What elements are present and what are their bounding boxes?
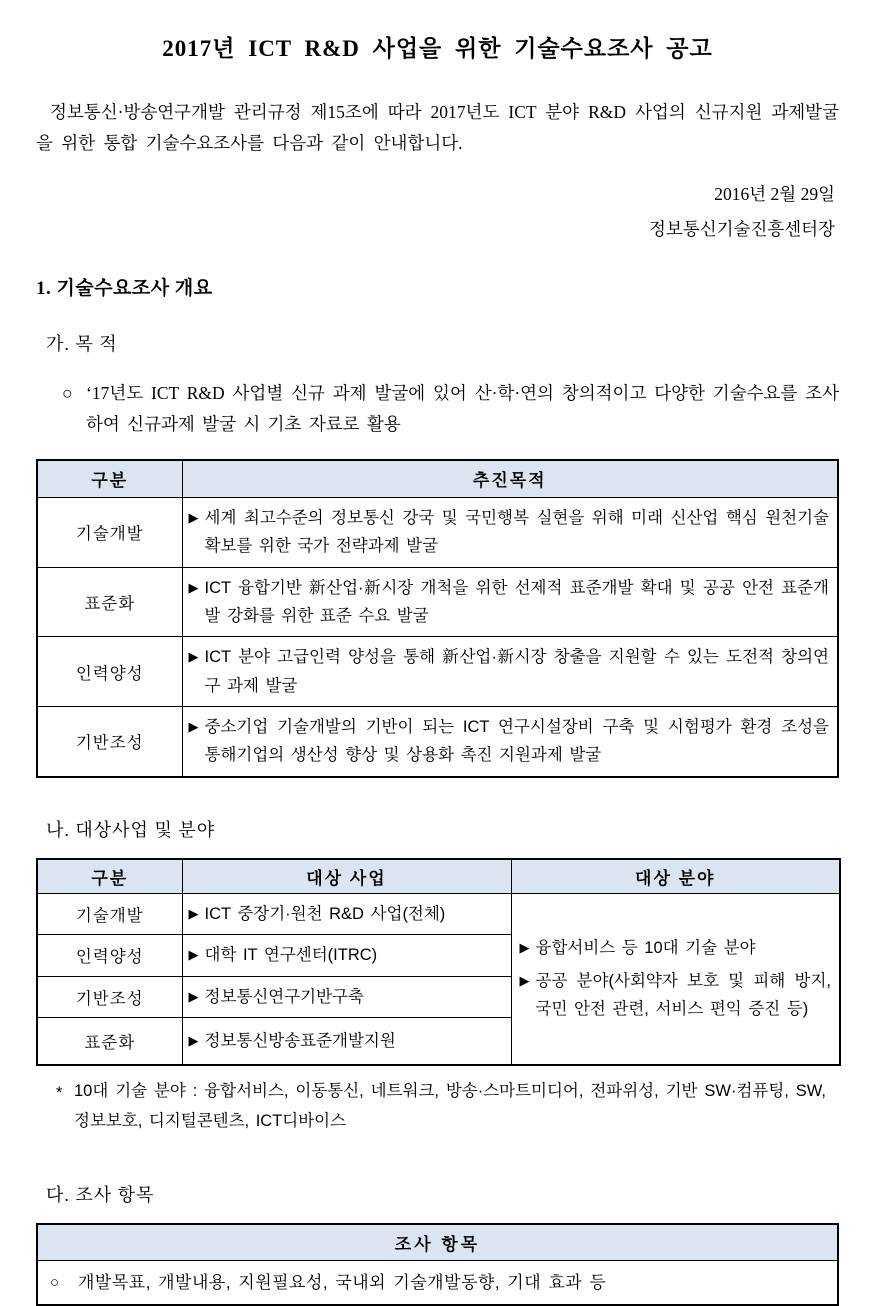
col-header-purpose: 추진목적 xyxy=(182,460,838,498)
survey-items-cell xyxy=(37,1260,838,1305)
purpose-text: 중소기업 기술개발의 기반이 되는 ICT 연구시설장비 구축 및 시험평가 환경 조성을 통해기업의 생산성 향상 및 상용화 촉진 지원과제 발굴 xyxy=(204,718,829,765)
arrow-bullet-icon: ▶ xyxy=(188,905,199,921)
col-header-business: 대상 사업 xyxy=(182,859,511,894)
field-merged-cell xyxy=(511,893,840,1065)
survey-items-text: 개발목표, 개발내용, 지원필요성, 국내외 기술개발동향, 기대 효과 등 xyxy=(78,1272,607,1292)
business-text: ICT 중장기·원천 R&D 사업(전체) xyxy=(204,904,446,923)
col-header-category: 구분 xyxy=(37,859,182,894)
subsection-b-heading: 나. 대상사업 및 분야 xyxy=(46,819,216,840)
intro-paragraph: 정보통신·방송연구개발 관리규정 제15조에 따라 2017년도 ICT 분야 R&D 사업의 신규지원 과제발굴을 위한 통합 기술수요조사를 다음과 같이 안내합니다. xyxy=(36,102,839,154)
col-header-category: 구분 xyxy=(37,460,182,498)
section-1-heading: 1. 기술수요조사 개요 xyxy=(36,277,213,299)
business-text: 정보통신연구기반구축 xyxy=(204,987,364,1006)
subsection-c-heading: 다. 조사 항목 xyxy=(46,1184,155,1205)
col-header-field: 대상 분야 xyxy=(511,859,840,894)
table-header-row xyxy=(37,460,838,498)
purpose-text: 세계 최고수준의 정보통신 강국 및 국민행복 실현을 위해 미래 신산업 핵심 원천기술 확보를 위한 국가 전략과제 발굴 xyxy=(204,508,829,556)
table-row xyxy=(37,637,838,707)
subsection-a-heading: 가. 목 적 xyxy=(46,333,118,354)
business-cell xyxy=(182,893,511,934)
category-cell: 표준화 xyxy=(37,1017,182,1065)
footnote-ten-tech-fields xyxy=(56,1076,826,1137)
purpose-cell xyxy=(182,637,838,707)
category-cell: 기술개발 xyxy=(37,893,182,934)
category-cell: 기술개발 xyxy=(37,497,182,567)
business-text: 대학 IT 연구센터(ITRC) xyxy=(204,946,378,965)
table-row xyxy=(37,497,838,567)
date-signature-block xyxy=(36,177,839,247)
business-cell xyxy=(182,935,511,976)
purpose-bullet xyxy=(62,378,839,441)
target-business-table xyxy=(36,858,841,1066)
table-header-row xyxy=(37,859,840,894)
table-row xyxy=(37,567,838,637)
signer-title: 정보통신기술진흥센터장 xyxy=(649,218,835,239)
purpose-cell xyxy=(182,567,838,637)
category-cell: 기반조성 xyxy=(37,976,182,1017)
purpose-bullet-text: ‘17년도 ICT R&D 사업별 신규 과제 발굴에 있어 산·학·연의 창의적이고 다양한 기술수요를 조사하여 신규과제 발굴 시 기초 자료로 활용 xyxy=(86,382,839,435)
arrow-bullet-icon: ▶ xyxy=(519,940,530,956)
purpose-text: ICT 분야 고급인력 양성을 통해 新산업·新시장 창출을 지원할 수 있는 도전적 창의연구 과제 발굴 xyxy=(204,648,829,695)
arrow-bullet-icon: ▶ xyxy=(188,1032,199,1048)
purpose-text: ICT 융합기반 新산업·新시장 개척을 위한 선제적 표준개발 확대 및 공공 안전 표준개발 강화를 위한 표준 수요 발굴 xyxy=(204,578,829,625)
arrow-bullet-icon: ▶ xyxy=(188,509,199,525)
page-title: 2017년 ICT R&D 사업을 위한 기술수요조사 공고 xyxy=(162,36,713,61)
arrow-bullet-icon: ▶ xyxy=(188,649,199,665)
table-row xyxy=(37,707,838,777)
arrow-bullet-icon: ▶ xyxy=(519,972,530,988)
category-cell: 인력양성 xyxy=(37,935,182,976)
circle-bullet-icon: ○ xyxy=(50,1273,60,1291)
field-text: 융합서비스 등 10대 기술 분야 xyxy=(535,939,756,958)
purpose-cell xyxy=(182,707,838,777)
footnote-text: 10대 기술 분야 : 융합서비스, 이동통신, 네트워크, 방송·스마트미디어, 전파위성, 기반 SW·컴퓨팅, SW, 정보보호, 디지털콘텐츠, ICT디바이스 xyxy=(74,1081,826,1131)
category-cell: 표준화 xyxy=(37,567,182,637)
col-header-survey-items: 조사 항목 xyxy=(37,1224,838,1261)
purpose-cell xyxy=(182,497,838,567)
arrow-bullet-icon: ▶ xyxy=(188,947,199,963)
table-header-row xyxy=(37,1224,838,1261)
business-cell xyxy=(182,1017,511,1065)
announcement-date: 2016년 2월 29일 xyxy=(714,183,835,204)
purpose-table xyxy=(36,459,839,778)
circle-bullet-icon: ○ xyxy=(62,382,73,403)
arrow-bullet-icon: ▶ xyxy=(188,988,199,1004)
category-cell: 인력양성 xyxy=(37,637,182,707)
survey-items-table xyxy=(36,1223,839,1306)
table-row xyxy=(37,893,840,934)
field-text: 공공 분야(사회약자 보호 및 피해 방지, 국민 안전 관련, 서비스 편익 증진 등) xyxy=(535,971,831,1019)
arrow-bullet-icon: ▶ xyxy=(188,719,199,735)
business-text: 정보통신방송표준개발지원 xyxy=(204,1031,396,1050)
table-row xyxy=(37,1260,838,1305)
asterisk-marker: * xyxy=(56,1083,63,1102)
arrow-bullet-icon: ▶ xyxy=(188,579,199,595)
business-cell xyxy=(182,976,511,1017)
category-cell: 기반조성 xyxy=(37,707,182,777)
